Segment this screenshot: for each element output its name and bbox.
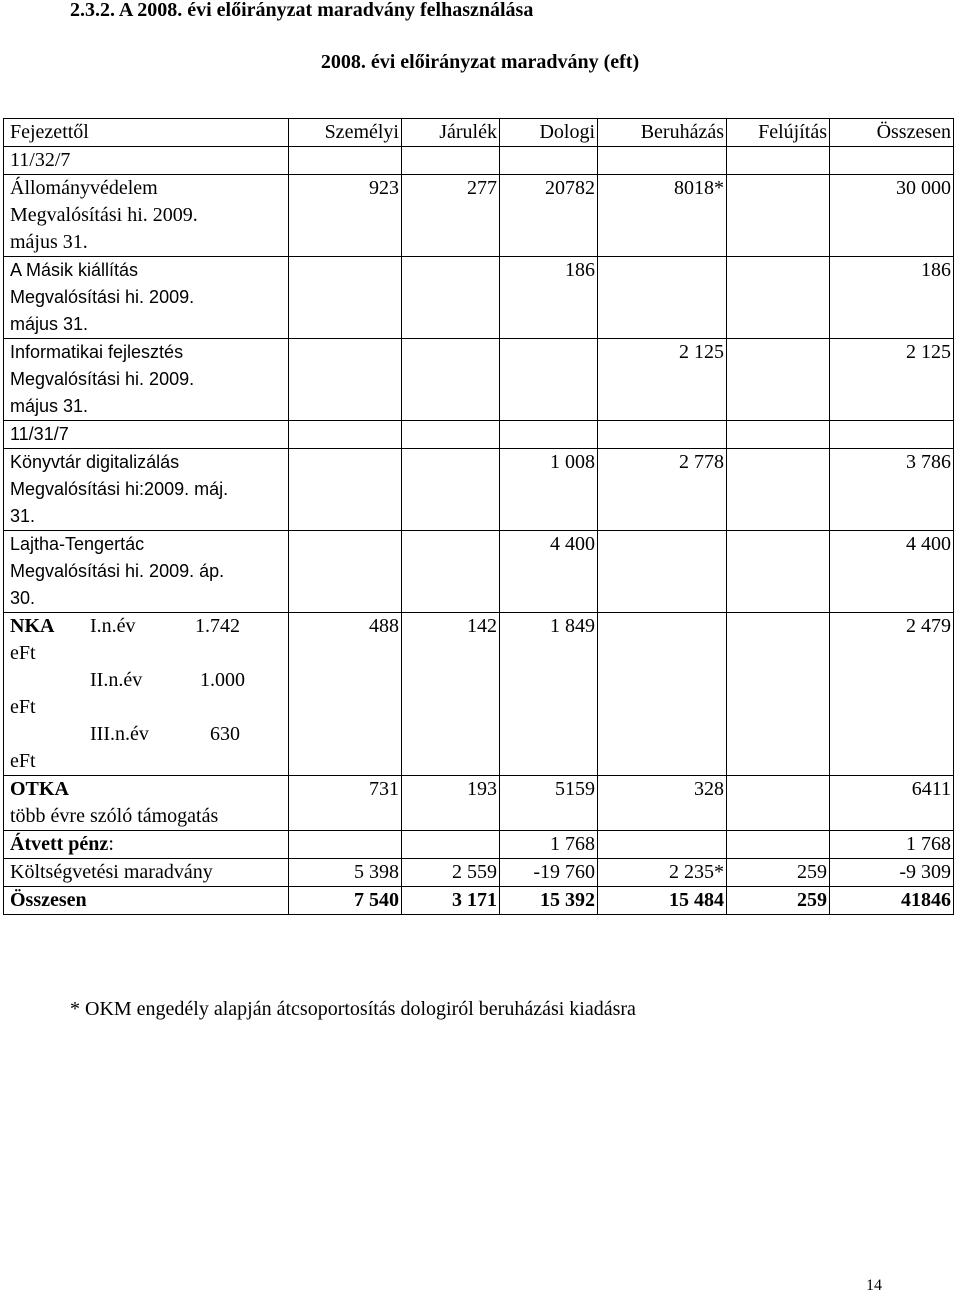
cell-value <box>727 776 830 831</box>
col-header: Felújítás <box>727 119 830 147</box>
cell-value <box>289 531 402 613</box>
cell-value: 2 479 <box>830 613 954 776</box>
row-label: Összesen <box>4 887 289 915</box>
cell-value <box>727 531 830 613</box>
cell-value: 2 125 <box>598 339 727 421</box>
appropriation-table <box>3 118 954 915</box>
row-label: Költségvetési maradvány <box>4 859 289 887</box>
table-row <box>4 175 954 257</box>
cell-value <box>598 257 727 339</box>
cell-value <box>727 257 830 339</box>
section-heading: 2.3.2. A 2008. évi előirányzat maradvány felhasználása <box>70 0 534 21</box>
row-label: NKA I.n.év 1.742 eFt II.n.év 1.000 eFt III.n.év 630 eFt <box>4 613 289 776</box>
cell-value: 15 392 <box>500 887 598 915</box>
cell-value: 259 <box>727 887 830 915</box>
col-header: Dologi <box>500 119 598 147</box>
table-row <box>4 613 954 776</box>
table-row <box>4 831 954 859</box>
cell-value <box>289 449 402 531</box>
cell-value: 1 768 <box>500 831 598 859</box>
col-header: Fejezettől <box>4 119 289 147</box>
cell-value: 1 849 <box>500 613 598 776</box>
row-label: Átvett pénz: <box>4 831 289 859</box>
cell-value: 2 778 <box>598 449 727 531</box>
cell-value: 277 <box>402 175 500 257</box>
cell-value: 4 400 <box>500 531 598 613</box>
group-row <box>4 421 954 449</box>
cell-value: 5159 <box>500 776 598 831</box>
cell-value <box>727 339 830 421</box>
table-row <box>4 449 954 531</box>
cell-value: 8018* <box>598 175 727 257</box>
cell-value: 2 125 <box>830 339 954 421</box>
cell-value: 3 786 <box>830 449 954 531</box>
cell-value: 142 <box>402 613 500 776</box>
cell-value: 488 <box>289 613 402 776</box>
cell-value <box>598 831 727 859</box>
cell-value: 5 398 <box>289 859 402 887</box>
cell-value: 923 <box>289 175 402 257</box>
cell-value <box>402 339 500 421</box>
col-header: Beruházás <box>598 119 727 147</box>
cell-value: 2 235* <box>598 859 727 887</box>
group-row <box>4 147 954 175</box>
footnote: * OKM engedély alapján átcsoportosítás dologiról beruházási kiadásra <box>70 998 636 1020</box>
cell-value <box>289 831 402 859</box>
row-label: Állományvédelem Megvalósítási hi. 2009. május 31. <box>4 175 289 257</box>
cell-value: 20782 <box>500 175 598 257</box>
cell-value: 30 000 <box>830 175 954 257</box>
cell-value <box>727 449 830 531</box>
cell-value <box>727 175 830 257</box>
cell-value: 186 <box>500 257 598 339</box>
cell-value: 7 540 <box>289 887 402 915</box>
cell-value <box>500 339 598 421</box>
cell-value: -19 760 <box>500 859 598 887</box>
cell-value: 328 <box>598 776 727 831</box>
row-label: A Másik kiállítás Megvalósítási hi. 2009. május 31. <box>4 257 289 339</box>
cell-value: 259 <box>727 859 830 887</box>
cell-value: 1 008 <box>500 449 598 531</box>
cell-value: 4 400 <box>830 531 954 613</box>
cell-value <box>402 831 500 859</box>
table-row <box>4 531 954 613</box>
cell-value <box>289 257 402 339</box>
row-label: OTKA több évre szóló támogatás <box>4 776 289 831</box>
cell-value: 15 484 <box>598 887 727 915</box>
cell-value <box>402 449 500 531</box>
table-row <box>4 859 954 887</box>
cell-value: 731 <box>289 776 402 831</box>
row-label: Informatikai fejlesztés Megvalósítási hi. 2009. május 31. <box>4 339 289 421</box>
cell-value <box>727 613 830 776</box>
row-label: Könyvtár digitalizálás Megvalósítási hi:2009. máj. 31. <box>4 449 289 531</box>
row-label: Lajtha-Tengertác Megvalósítási hi. 2009. áp. 30. <box>4 531 289 613</box>
col-header: Összesen <box>830 119 954 147</box>
cell-value: 3 171 <box>402 887 500 915</box>
cell-value <box>289 339 402 421</box>
cell-value <box>727 831 830 859</box>
cell-value: 6411 <box>830 776 954 831</box>
group-code: 11/32/7 <box>4 147 289 175</box>
cell-value <box>402 257 500 339</box>
table-row <box>4 776 954 831</box>
page-number: 14 <box>866 1277 882 1294</box>
cell-value: 2 559 <box>402 859 500 887</box>
cell-value: 41846 <box>830 887 954 915</box>
group-code: 11/31/7 <box>4 421 289 449</box>
cell-value <box>598 613 727 776</box>
table-title: 2008. évi előirányzat maradvány (eft) <box>320 51 640 73</box>
cell-value: 186 <box>830 257 954 339</box>
col-header: Személyi <box>289 119 402 147</box>
cell-value <box>402 531 500 613</box>
cell-value: 193 <box>402 776 500 831</box>
table-header-row <box>4 119 954 147</box>
cell-value <box>598 531 727 613</box>
table-row <box>4 339 954 421</box>
total-row <box>4 887 954 915</box>
cell-value: -9 309 <box>830 859 954 887</box>
table-row <box>4 257 954 339</box>
cell-value: 1 768 <box>830 831 954 859</box>
col-header: Járulék <box>402 119 500 147</box>
